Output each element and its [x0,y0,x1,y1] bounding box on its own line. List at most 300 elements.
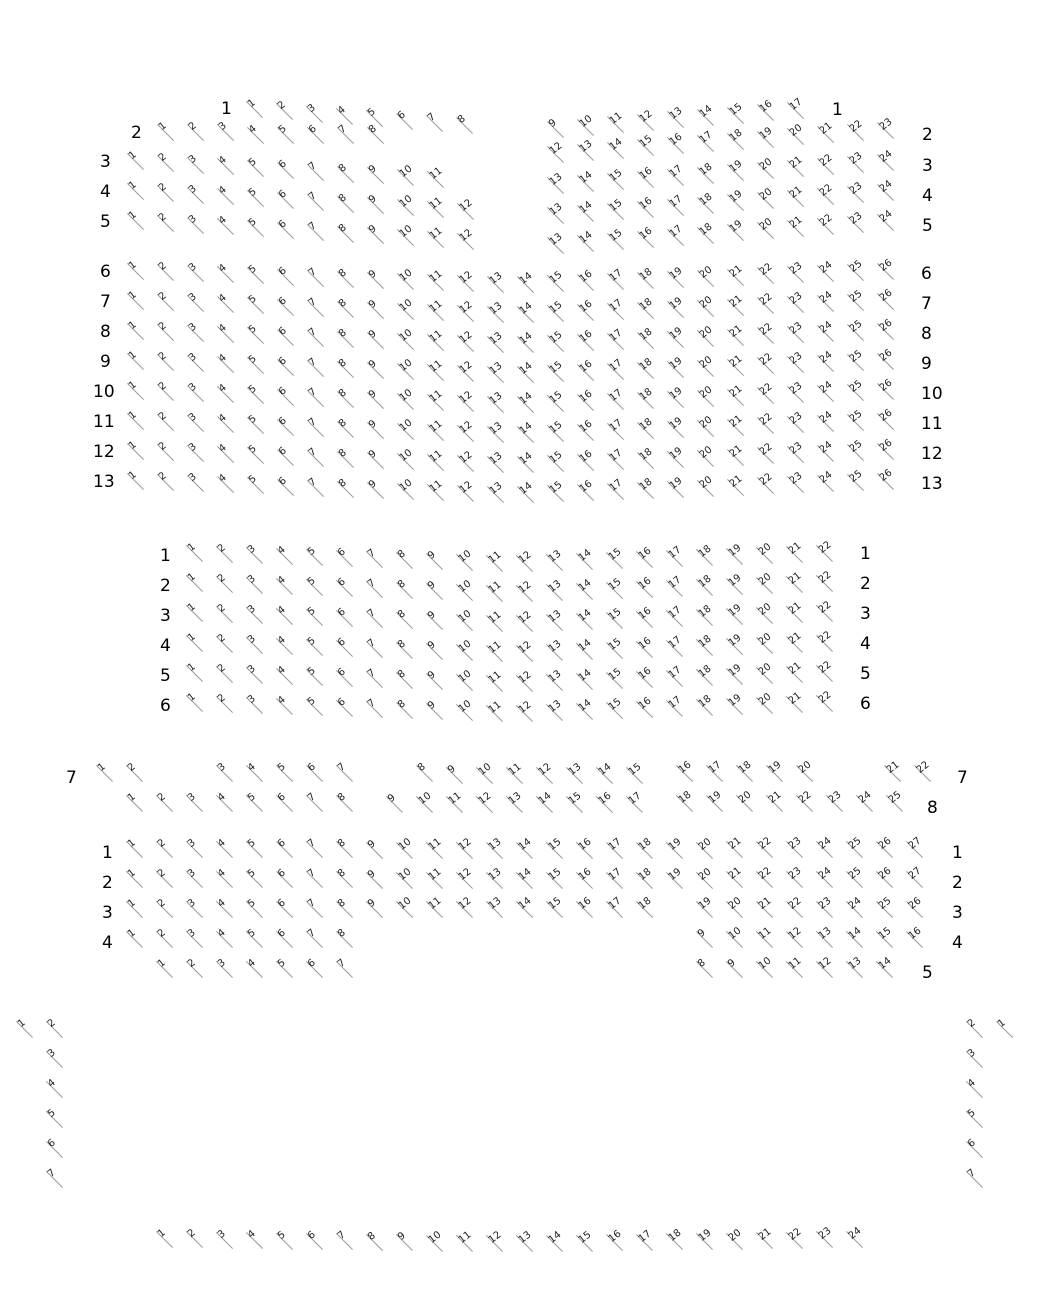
seat[interactable] [964,1108,988,1132]
seat[interactable] [814,569,838,596]
seat[interactable] [815,439,839,466]
seat[interactable] [455,389,479,416]
seat[interactable] [784,895,808,922]
seat[interactable] [814,895,838,922]
seat[interactable] [724,572,748,599]
seat[interactable] [245,414,269,438]
seat[interactable] [665,415,689,442]
seat[interactable] [964,1078,988,1102]
seat[interactable] [815,212,839,239]
seat[interactable] [875,257,899,284]
seat[interactable] [304,762,328,786]
seat[interactable] [724,895,748,922]
seat[interactable] [875,208,899,235]
seat[interactable] [724,692,748,719]
seat[interactable] [845,348,869,375]
seat[interactable] [844,925,868,952]
seat[interactable] [454,698,478,725]
seat[interactable] [845,210,869,237]
seat[interactable] [545,118,569,142]
seat[interactable] [215,473,239,497]
seat[interactable] [874,955,898,982]
seat[interactable] [734,759,758,786]
seat[interactable] [305,387,329,411]
seat[interactable] [544,668,568,695]
seat[interactable] [882,759,906,786]
seat[interactable] [304,636,328,660]
seat[interactable] [395,193,419,220]
seat[interactable] [305,161,329,185]
seat[interactable] [724,602,748,629]
seat[interactable] [125,320,149,344]
seat[interactable] [695,293,719,321]
seat[interactable] [185,442,209,466]
seat[interactable] [215,443,239,467]
seat[interactable] [274,868,298,892]
seat[interactable] [305,477,329,501]
seat[interactable] [455,299,479,326]
seat[interactable] [575,328,599,355]
seat[interactable] [155,121,179,145]
seat[interactable] [485,420,509,447]
seat[interactable] [365,299,389,323]
seat[interactable] [664,634,688,661]
seat[interactable] [414,790,438,817]
seat[interactable] [425,328,449,355]
seat[interactable] [215,323,239,347]
seat[interactable] [184,838,208,862]
seat[interactable] [754,895,778,922]
seat[interactable] [214,663,238,687]
seat[interactable] [514,836,538,863]
seat[interactable] [635,476,659,503]
seat[interactable] [875,148,899,175]
seat[interactable] [604,546,628,573]
seat[interactable] [814,599,838,626]
seat[interactable] [454,578,478,605]
seat[interactable] [244,928,268,952]
seat[interactable] [425,268,449,295]
seat[interactable] [574,607,598,634]
seat[interactable] [784,540,808,567]
seat[interactable] [214,633,238,657]
seat[interactable] [365,479,389,503]
seat[interactable] [874,895,898,922]
seat[interactable] [754,835,778,862]
seat[interactable] [275,124,299,148]
seat[interactable] [674,789,698,816]
seat[interactable] [394,1231,418,1255]
seat[interactable] [604,606,628,633]
seat[interactable] [695,263,719,291]
seat[interactable] [624,790,648,817]
seat[interactable] [814,659,838,686]
seat[interactable] [514,579,538,606]
seat[interactable] [274,958,298,982]
seat[interactable] [454,836,478,863]
seat[interactable] [634,605,658,632]
seat[interactable] [214,958,238,982]
seat[interactable] [574,1228,598,1256]
seat[interactable] [605,167,629,194]
seat[interactable] [305,447,329,471]
seat[interactable] [695,190,719,218]
seat[interactable] [515,270,539,297]
seat[interactable] [364,698,388,722]
seat[interactable] [484,579,508,606]
seat[interactable] [484,836,508,863]
seat[interactable] [574,637,598,664]
seat[interactable] [665,222,689,250]
seat[interactable] [815,409,839,436]
seat[interactable] [785,290,809,317]
seat[interactable] [634,575,658,602]
seat[interactable] [515,480,539,507]
seat[interactable] [754,691,778,718]
seat[interactable] [215,155,239,179]
seat[interactable] [605,227,629,254]
seat[interactable] [544,836,568,863]
seat[interactable] [484,1229,508,1256]
seat[interactable] [695,160,719,188]
seat[interactable] [875,317,899,344]
seat[interactable] [784,660,808,687]
seat[interactable] [215,353,239,377]
seat[interactable] [634,836,658,863]
seat[interactable] [304,546,328,570]
seat[interactable] [365,194,389,218]
seat[interactable] [725,218,749,245]
seat[interactable] [304,606,328,630]
seat[interactable] [425,418,449,445]
seat[interactable] [754,601,778,628]
seat[interactable] [485,330,509,357]
seat[interactable] [875,116,899,143]
seat[interactable] [155,351,179,375]
seat[interactable] [545,359,569,386]
seat[interactable] [635,108,659,135]
seat[interactable] [215,121,239,145]
seat[interactable] [304,576,328,600]
seat[interactable] [214,928,238,952]
seat[interactable] [304,103,328,127]
seat[interactable] [244,868,268,892]
seat[interactable] [725,382,749,410]
seat[interactable] [784,925,808,952]
seat[interactable] [245,354,269,378]
seat[interactable] [214,573,238,597]
seat[interactable] [674,759,698,786]
seat[interactable] [665,131,689,158]
seat[interactable] [245,474,269,498]
seat[interactable] [424,640,448,664]
seat[interactable] [785,122,809,149]
seat[interactable] [215,185,239,209]
seat[interactable] [514,549,538,576]
seat[interactable] [245,157,269,181]
seat[interactable] [874,835,898,862]
seat[interactable] [604,895,628,922]
seat[interactable] [365,449,389,473]
seat[interactable] [605,387,629,414]
seat[interactable] [574,547,598,574]
seat[interactable] [155,441,179,465]
seat[interactable] [245,217,269,241]
seat[interactable] [664,866,688,893]
seat[interactable] [724,662,748,689]
seat[interactable] [574,667,598,694]
seat[interactable] [395,223,419,250]
seat[interactable] [634,1228,658,1255]
seat[interactable] [814,1225,838,1252]
seat[interactable] [274,605,298,629]
seat[interactable] [275,446,299,470]
seat[interactable] [274,100,298,124]
seat[interactable] [364,1231,388,1255]
seat[interactable] [604,836,628,863]
seat[interactable] [604,866,628,893]
seat[interactable] [575,418,599,445]
seat[interactable] [545,201,569,228]
seat[interactable] [724,1226,748,1254]
seat[interactable] [725,472,749,500]
seat[interactable] [755,98,779,125]
seat[interactable] [815,319,839,346]
seat[interactable] [754,955,778,982]
seat[interactable] [425,358,449,385]
seat[interactable] [604,666,628,693]
seat[interactable] [814,629,838,656]
seat[interactable] [394,699,418,723]
seat[interactable] [844,835,868,862]
seat[interactable] [725,262,749,290]
seat[interactable] [455,449,479,476]
seat[interactable] [184,928,208,952]
seat[interactable] [304,838,328,862]
seat[interactable] [994,1018,1018,1042]
seat[interactable] [154,838,178,862]
seat[interactable] [215,263,239,287]
seat[interactable] [784,835,808,862]
seat[interactable] [155,411,179,435]
seat[interactable] [785,214,809,241]
seat[interactable] [365,359,389,383]
seat[interactable] [575,169,599,196]
seat[interactable] [874,865,898,892]
seat[interactable] [755,291,779,318]
seat[interactable] [605,267,629,294]
seat[interactable] [544,548,568,575]
seat[interactable] [395,387,419,414]
seat[interactable] [785,350,809,377]
seat[interactable] [635,356,659,383]
seat[interactable] [634,695,658,722]
seat[interactable] [365,269,389,293]
seat[interactable] [634,545,658,572]
seat[interactable] [635,326,659,353]
seat[interactable] [755,216,779,243]
seat[interactable] [424,866,448,893]
seat[interactable] [125,180,149,204]
seat[interactable] [304,958,328,982]
seat[interactable] [184,958,208,982]
seat[interactable] [515,360,539,387]
seat[interactable] [815,379,839,406]
seat[interactable] [664,574,688,601]
seat[interactable] [484,699,508,726]
seat[interactable] [155,212,179,236]
seat[interactable] [155,261,179,285]
seat[interactable] [274,545,298,569]
seat[interactable] [884,789,908,816]
seat[interactable] [124,898,148,922]
seat[interactable] [694,958,718,982]
seat[interactable] [725,292,749,320]
seat[interactable] [364,638,388,662]
seat[interactable] [365,329,389,353]
seat[interactable] [814,835,838,862]
seat[interactable] [394,836,418,863]
seat[interactable] [484,895,508,922]
seat[interactable] [275,189,299,213]
seat[interactable] [814,865,838,892]
seat[interactable] [244,694,268,718]
seat[interactable] [605,135,629,163]
seat[interactable] [185,412,209,436]
seat[interactable] [44,1048,68,1072]
seat[interactable] [485,480,509,507]
seat[interactable] [364,608,388,632]
seat[interactable] [274,1230,298,1254]
seat[interactable] [185,214,209,238]
seat[interactable] [474,761,498,788]
seat[interactable] [785,260,809,287]
seat[interactable] [755,321,779,348]
seat[interactable] [755,441,779,468]
seat[interactable] [845,408,869,435]
seat[interactable] [845,150,869,177]
seat[interactable] [704,759,728,786]
seat[interactable] [305,124,329,148]
seat[interactable] [484,549,508,576]
seat[interactable] [334,958,358,982]
seat[interactable] [814,689,838,716]
seat[interactable] [275,356,299,380]
seat[interactable] [335,268,359,292]
seat[interactable] [764,789,788,816]
seat[interactable] [545,329,569,356]
seat[interactable] [424,670,448,694]
seat[interactable] [504,790,528,817]
seat[interactable] [575,138,599,165]
seat[interactable] [214,1229,238,1253]
seat[interactable] [785,154,809,181]
seat[interactable] [845,468,869,495]
seat[interactable] [515,330,539,357]
seat[interactable] [395,297,419,324]
seat[interactable] [305,221,329,245]
seat[interactable] [594,790,618,817]
seat[interactable] [664,604,688,631]
seat[interactable] [694,928,718,952]
seat[interactable] [454,114,478,138]
seat[interactable] [425,478,449,505]
seat[interactable] [394,579,418,603]
seat[interactable] [575,229,599,256]
seat[interactable] [394,549,418,573]
seat[interactable] [365,389,389,413]
seat[interactable] [125,260,149,284]
seat[interactable] [815,349,839,376]
seat[interactable] [845,438,869,465]
seat[interactable] [425,298,449,325]
seat[interactable] [304,1230,328,1254]
seat[interactable] [694,633,718,660]
seat[interactable] [214,603,238,627]
seat[interactable] [694,866,718,893]
seat[interactable] [155,182,179,206]
seat[interactable] [845,118,869,145]
seat[interactable] [515,450,539,477]
seat[interactable] [244,898,268,922]
seat[interactable] [124,928,148,952]
seat[interactable] [244,574,268,598]
seat[interactable] [155,321,179,345]
seat[interactable] [694,573,718,600]
seat[interactable] [424,550,448,574]
seat[interactable] [634,665,658,692]
seat[interactable] [364,548,388,572]
seat[interactable] [845,378,869,405]
seat[interactable] [964,1018,988,1042]
seat[interactable] [244,838,268,862]
seat[interactable] [334,697,358,721]
seat[interactable] [215,215,239,239]
seat[interactable] [724,542,748,569]
seat[interactable] [245,384,269,408]
seat[interactable] [184,572,208,596]
seat[interactable] [785,440,809,467]
seat[interactable] [44,1138,68,1162]
seat[interactable] [575,112,599,140]
seat[interactable] [784,1226,808,1253]
seat[interactable] [605,197,629,224]
seat[interactable] [364,668,388,692]
seat[interactable] [395,357,419,384]
seat[interactable] [845,288,869,315]
seat[interactable] [334,577,358,601]
seat[interactable] [425,195,449,222]
seat[interactable] [275,386,299,410]
seat[interactable] [665,445,689,472]
seat[interactable] [364,869,388,893]
seat[interactable] [155,471,179,495]
seat[interactable] [784,630,808,657]
seat[interactable] [605,297,629,324]
seat[interactable] [154,868,178,892]
seat[interactable] [725,412,749,440]
seat[interactable] [124,838,148,862]
seat[interactable] [755,471,779,498]
seat[interactable] [274,665,298,689]
seat[interactable] [334,547,358,571]
seat[interactable] [184,1228,208,1252]
seat[interactable] [845,180,869,207]
seat[interactable] [875,467,899,494]
seat[interactable] [395,327,419,354]
seat[interactable] [664,1227,688,1254]
seat[interactable] [875,437,899,464]
